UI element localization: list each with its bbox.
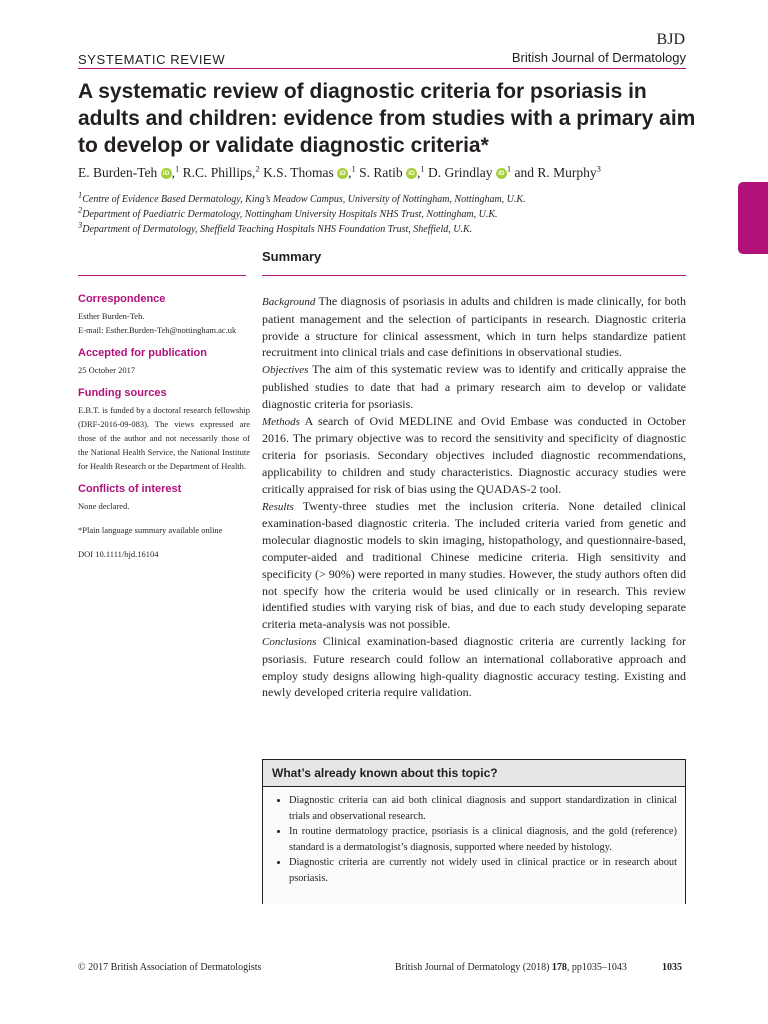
affiliation: $^2$Department of Paediatric Dermatology, Nottingham University Hospitals NHS Trust, Nottingham, U.K. bbox=[78, 204, 498, 220]
summary-heading: Summary bbox=[262, 249, 322, 264]
orcid-icon[interactable]: iD bbox=[161, 168, 172, 179]
affiliation: $^3$Department of Dermatology, Sheffield Teaching Hospitals NHS Foundation Trust, Sheffield, U.K. bbox=[78, 219, 473, 235]
article-title: A systematic review of diagnostic criteria for psoriasis in adults and children: evidence from studies with a primary aim to develop or validate diagnostic criteria* bbox=[78, 80, 696, 157]
list-item: • In routine dermatology practice, psoriasis is a clinical diagnosis, and the gold (reference) standard is a dermatologist’s diagnosis, supported where needed by histology. bbox=[289, 824, 677, 855]
list-item: • Diagnostic criteria can aid both clinical diagnosis and support standardization in clinical trials and observational research. bbox=[289, 793, 677, 824]
section-label: SYSTEMATIC REVIEW bbox=[78, 52, 226, 67]
whats-known-list bbox=[263, 787, 685, 886]
author: D. Grindlay $iD^1$ bbox=[427, 163, 512, 180]
affiliation: $^1$Centre of Evidence Based Dermatology, King’s Meadow Campus, University of Nottingham, Nottingham, U.K. bbox=[78, 189, 526, 205]
author: S. Ratib iD ,$^1$ bbox=[359, 163, 425, 180]
divider bbox=[78, 275, 246, 276]
whats-known-content bbox=[263, 786, 685, 904]
accepted-date: 25 October 2017 bbox=[78, 365, 136, 375]
section-side-tab bbox=[738, 182, 768, 254]
orcid-icon[interactable]: iD bbox=[337, 168, 348, 179]
divider bbox=[262, 275, 686, 276]
author: E. Burden-Teh iD ,$^1$ bbox=[78, 163, 180, 180]
journal-abbreviation: BJD bbox=[656, 31, 685, 48]
summary-body bbox=[262, 293, 686, 701]
funding-text: E.B.T. is funded by a doctoral research fellowship (DRF-2016-09-083). The views expressed are those of the author and not necessarily those of the National Health Service, the National Institute for Health Research or the Department of Health. bbox=[78, 405, 250, 471]
correspondence-heading: Correspondence bbox=[78, 293, 166, 305]
orcid-icon[interactable]: iD bbox=[496, 168, 507, 179]
article-info-sidebar bbox=[78, 293, 250, 561]
correspondence-email[interactable]: E-mail: Esther.Burden-Teh@nottingham.ac.uk bbox=[78, 325, 237, 335]
author-list bbox=[78, 164, 678, 182]
author: R.C. Phillips,$^2$ bbox=[182, 163, 260, 180]
whats-known-box bbox=[262, 759, 686, 904]
conflicts-text: None declared. bbox=[78, 501, 130, 511]
funding-heading: Funding sources bbox=[78, 387, 167, 399]
summary-conclusions: Conclusions Clinical examination-based diagnostic criteria are currently lacking for psoriasis. Future research could follow an international collaborative approach and employ study designs allowing high-quality diagnostic accuracy testing. Existing and newly developed criteria require validation. bbox=[262, 633, 686, 700]
correspondence-name: Esther Burden-Teh. bbox=[78, 311, 145, 321]
copyright: © 2017 British Association of Dermatologists bbox=[78, 962, 262, 973]
header-rule bbox=[78, 68, 686, 69]
affiliations bbox=[78, 189, 698, 237]
doi[interactable]: DOI 10.1111/bjd.16104 bbox=[78, 549, 159, 559]
accepted-heading: Accepted for publication bbox=[78, 347, 207, 359]
summary-methods: Methods A search of Ovid MEDLINE and Ovid Embase was conducted in October 2016. The primary objective was to record the sensitivity and specificity of diagnostic criteria for psoriasis. Secondary objectives included diagnostic recommendations, applicability to children and study characteristics. Diagnostic accuracy studies were critically appraised for risk of bias using the QUADAS-2 tool. bbox=[262, 413, 686, 496]
summary-results: Results Twenty-three studies met the inclusion criteria. None detailed clinical examination-based diagnostic criteria. The included criteria varied from genetic and molecular diagnostic models to skin imaging, histopathology, and questionnaire-based, computer-aided and traditional Chinese medicine criteria. High sensitivity and specificity (> 90%) were reported in many studies. However, the study authors often did not specify how the criteria would be used clinically or in research. This review identified studies with varying risk of bias, and due to each study developing separate criteria meta-analysis was not possible. bbox=[262, 498, 686, 632]
orcid-icon[interactable]: iD bbox=[406, 168, 417, 179]
summary-objectives: Objectives The aim of this systematic review was to identify and critically appraise the published studies to date that had a primary research aim to develop or validate diagnostic criteria for psoriasis. bbox=[262, 362, 686, 411]
page-number: 1035 bbox=[662, 962, 682, 973]
conflicts-heading: Conflicts of interest bbox=[78, 483, 182, 495]
whats-known-title: What’s already known about this topic? bbox=[272, 766, 498, 780]
journal-name: British Journal of Dermatology bbox=[511, 50, 686, 65]
author: K.S. Thomas iD ,$^1$ bbox=[263, 163, 356, 180]
summary-background: Background The diagnosis of psoriasis in adults and children is made clinically, for both patient management and the selection of participants in research. Diagnostic criteria provide a structure for clinical assessment, which in turn helps standardize patient recruitment into clinical trials and case definitions in observational studies. bbox=[262, 294, 686, 360]
author: and R. Murphy$^3$ bbox=[514, 163, 601, 180]
citation: British Journal of Dermatology (2018) 178, pp1035–1043 bbox=[395, 962, 627, 973]
list-item: • Diagnostic criteria are currently not widely used in clinical practice or in research about psoriasis. bbox=[289, 855, 677, 886]
plain-language-note: *Plain language summary available online bbox=[78, 525, 223, 535]
